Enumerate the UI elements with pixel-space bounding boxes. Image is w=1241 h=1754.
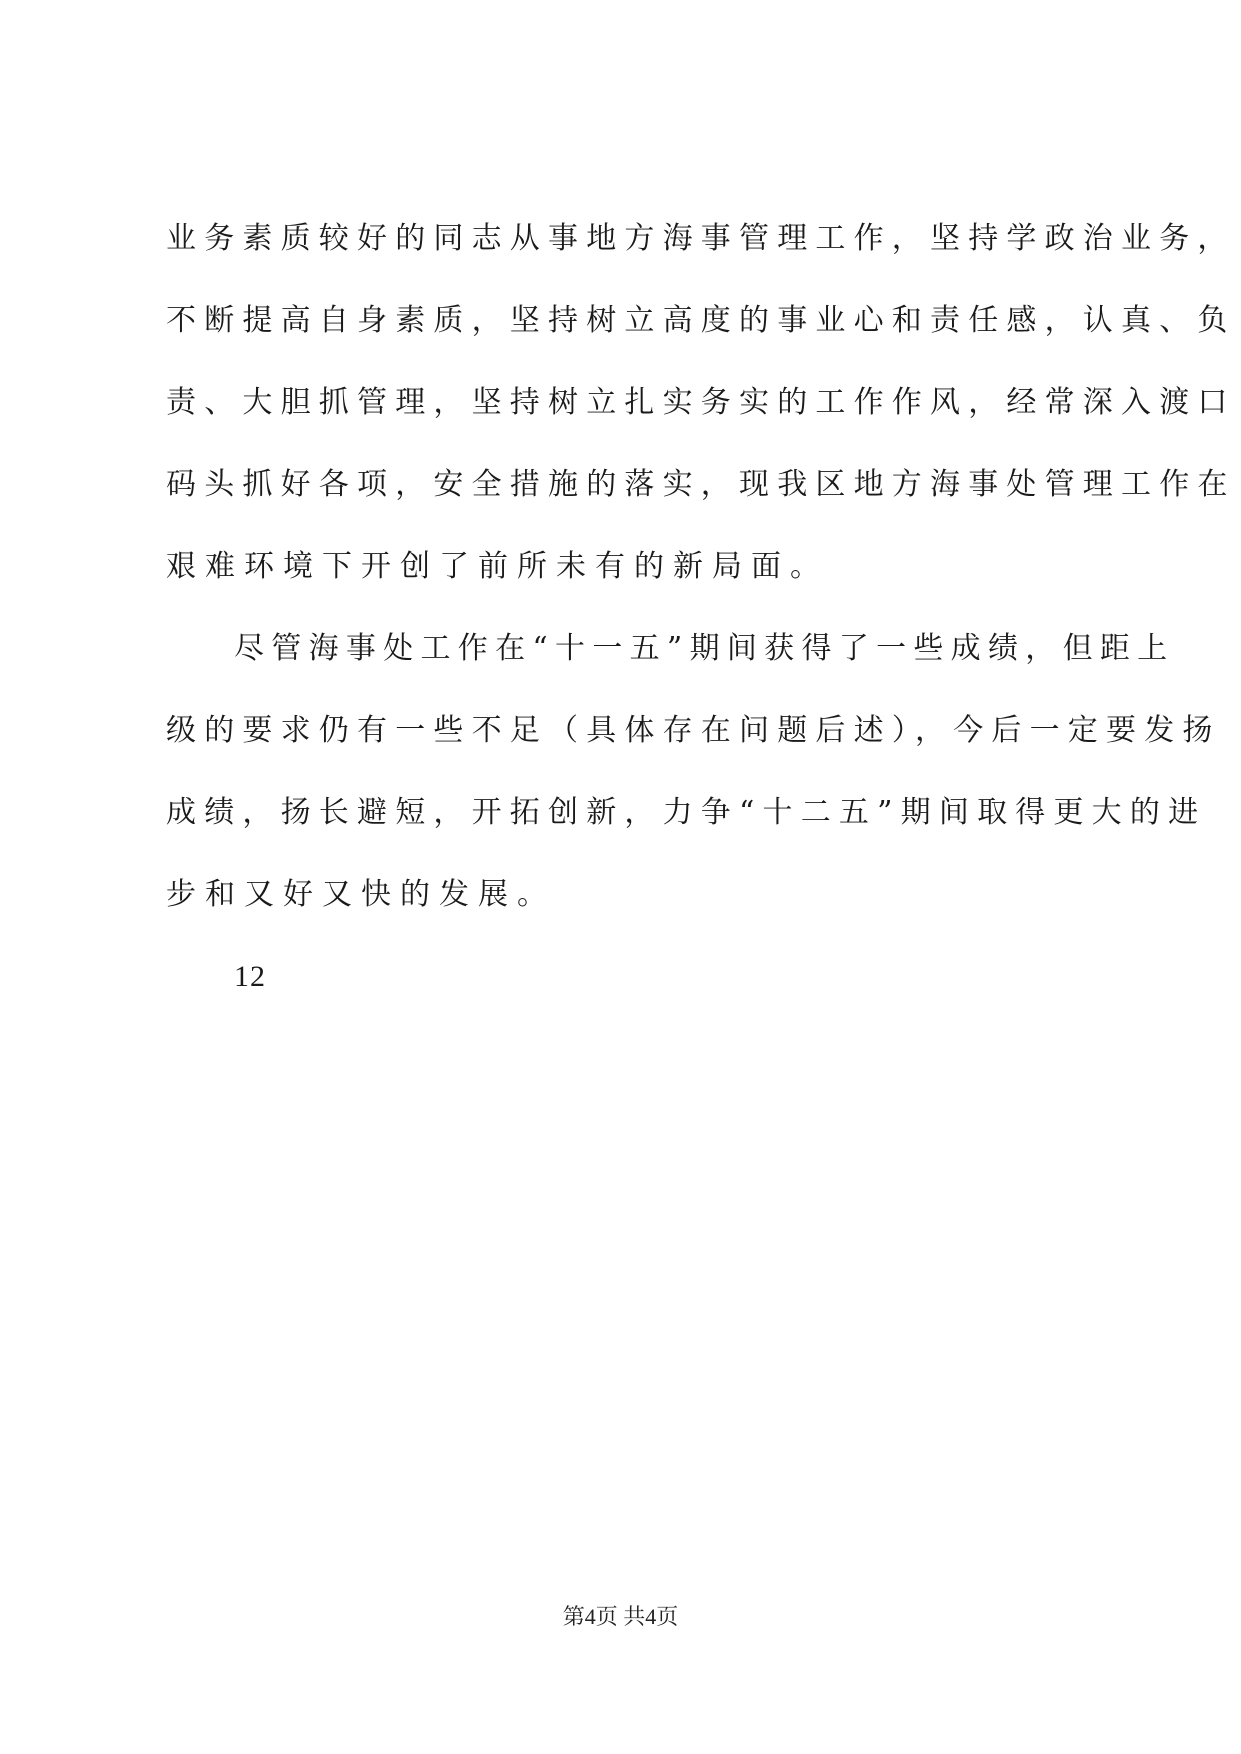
text-line: 码头抓好各项，安全措施的落实，现我区地方海事处管理工作在 bbox=[166, 467, 1236, 502]
page-footer: 第4页 共4页 bbox=[562, 1604, 679, 1629]
text-line: 成绩，扬长避短，开拓创新，力争“十二五”期间取得更大的进 bbox=[166, 795, 1207, 830]
text-line: 步和又好又快的发展。 bbox=[166, 877, 556, 912]
document-body bbox=[166, 215, 1236, 1001]
text-line: 级的要求仍有一些不足（具体存在问题后述），今后一定要发扬 bbox=[166, 713, 1221, 748]
number-line: 12 bbox=[234, 960, 266, 993]
text-line: 业务素质较好的同志从事地方海事管理工作，坚持学政治业务， bbox=[166, 221, 1236, 256]
text-line: 不断提高自身素质，坚持树立高度的事业心和责任感，认真、负 bbox=[166, 303, 1236, 338]
text-line: 尽管海事处工作在“十一五”期间获得了一些成绩，但距上 bbox=[234, 631, 1175, 666]
text-line: 艰难环境下开创了前所未有的新局面。 bbox=[166, 549, 829, 584]
text-line: 责、大胆抓管理，坚持树立扎实务实的工作作风，经常深入渡口 bbox=[166, 385, 1236, 420]
